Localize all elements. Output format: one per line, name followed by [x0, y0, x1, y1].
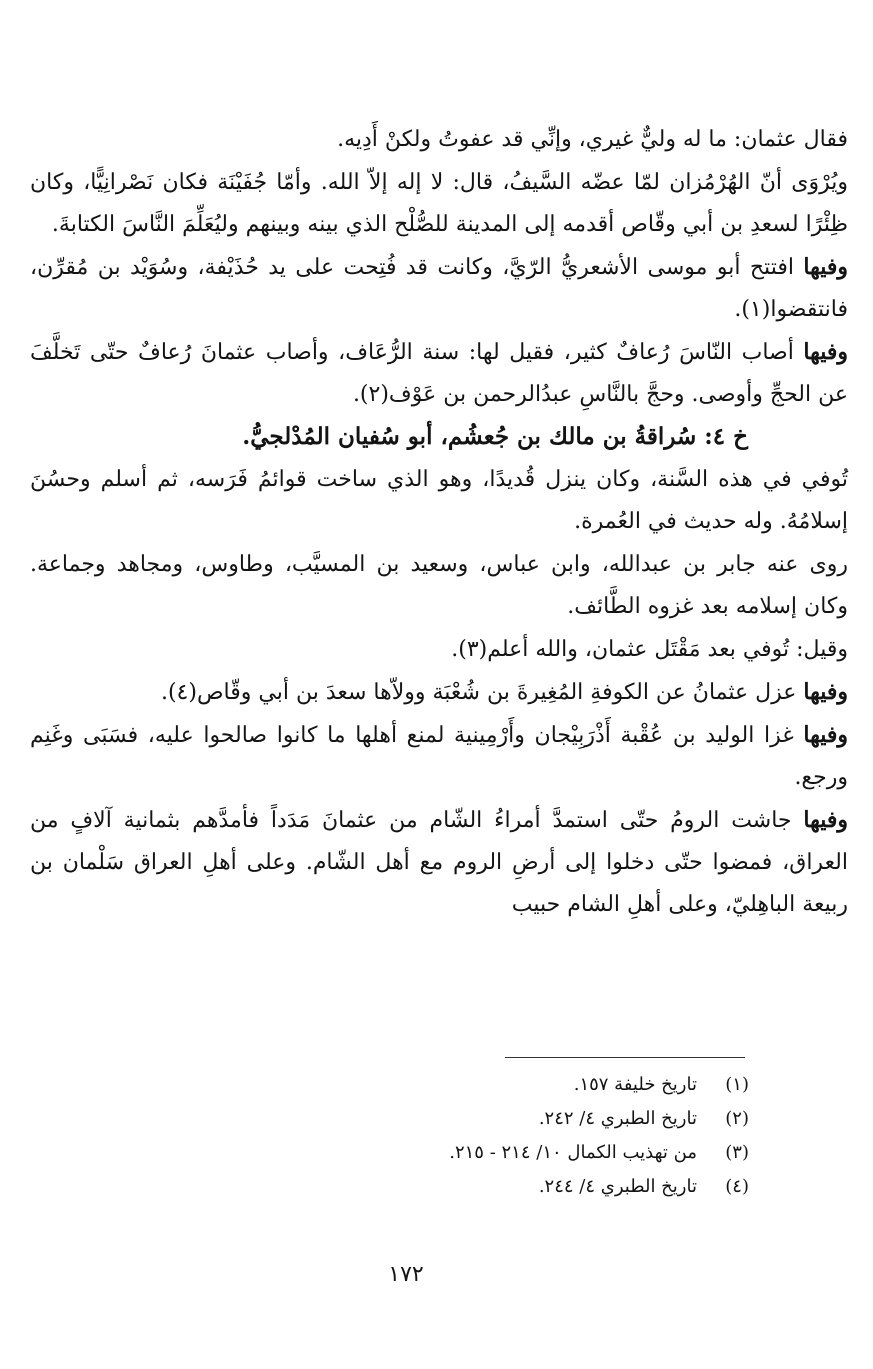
footnote-text: تاريخ الطبري ٤/ ٢٤٤.	[538, 1176, 697, 1197]
footnote-number: (٣)	[725, 1142, 749, 1163]
footnote	[229, 1102, 749, 1136]
paragraph-text: وقيل: تُوفي بعد مَقْتَل عثمان، والله أعلم(٣).	[451, 637, 848, 662]
paragraph	[30, 161, 848, 246]
footnote	[229, 1170, 749, 1204]
main-text	[30, 118, 848, 926]
paragraph-text: افتتح أبو موسى الأشعريُّ الرّيَّ، وكانت قد فُتِحت على يد حُذَيْفة، وسُوَيْد بن مُقرِّن، فانتقضوا(١).	[30, 255, 848, 322]
paragraph-lead: وفيها	[803, 339, 848, 365]
paragraph	[30, 118, 848, 161]
paragraph-text: فقال عثمان: ما له وليٌّ غيري، وإنِّي قد عفوتُ ولكنْ أَدِيه.	[337, 127, 848, 152]
footnote-number: (١)	[725, 1074, 749, 1095]
footnote-separator	[505, 1057, 745, 1058]
paragraph-lead: وفيها	[803, 722, 848, 748]
paragraph	[30, 458, 848, 543]
paragraph	[30, 246, 848, 331]
footnote	[229, 1136, 749, 1170]
footnote-text: تاريخ الطبري ٤/ ٢٤٢.	[538, 1108, 697, 1129]
paragraph-text: تُوفي في هذه السَّنة، وكان ينزل قُديدًا، وهو الذي ساخت قوائمُ فَرَسه، ثم أسلم وحسُنَ إسلامُهُ. وله حديث في العُمرة.	[30, 467, 848, 534]
paragraph-text: ويُرْوَى أنّ الهُرْمُزان لمّا عضّه السَّيفُ، قال: لا إله إلاّ الله. وأمّا جُفَيْنَة فكان نَصْرانِيًّا، وكان ظِئْرًا لسعدِ بن أبي وقّاص أقدمه إلى المدينة للصُّلْح الذي بينه وبينهم وليُعَلِّمَ النَّاسَ الكتابةَ.	[30, 170, 848, 237]
paragraph-lead: وفيها	[803, 807, 848, 833]
paragraph	[30, 671, 848, 714]
paragraph-text: أصاب النّاسَ رُعافٌ كثير، فقيل لها: سنة الرُّعَاف، وأصاب عثمانَ رُعافٌ حتّى تَخلَّفَ عن الحجِّ وأوصى. وحجَّ بالنَّاسِ عبدُالرحمن بن عَوْف(٢).	[30, 340, 848, 407]
section-heading: خ ٤: سُراقةُ بن مالك بن جُعشُم، أبو سُفيان المُدْلجيُّ.	[242, 423, 748, 450]
paragraph	[30, 543, 848, 628]
paragraph-lead: وفيها	[803, 679, 848, 705]
footnote-number: (٤)	[725, 1176, 749, 1197]
paragraph-text: عزل عثمانُ عن الكوفةِ المُغِيرةَ بن شُعْبَة وولاّها سعدَ بن أبي وقّاص(٤).	[160, 680, 804, 705]
footnote	[229, 1068, 749, 1102]
paragraph	[30, 714, 848, 799]
paragraph-text: جاشت الرومُ حتّى استمدَّ أمراءُ الشّام من عثمانَ مَدَداً فأمدَّهم بثمانية آلافٍ من العراق، فمضوا حتّى دخلوا إلى أرضِ الروم مع أهل الشّام. وعلى أهلِ العراق سَلْمان بن ربيعة الباهِليّ، وعلى أهلِ الشام حبيب	[30, 808, 849, 917]
paragraph-text: روى عنه جابر بن عبدالله، وابن عباس، وسعيد بن المسيَّب، وطاوس، ومجاهد وجماعة. وكان إسلامه بعد غزوه الطَّائف.	[30, 552, 848, 619]
paragraph-lead: وفيها	[803, 254, 848, 280]
page-number: ١٧٢	[388, 1262, 424, 1287]
paragraph	[30, 331, 848, 416]
paragraph	[30, 628, 848, 671]
footnote-text: تاريخ خليفة ١٥٧.	[573, 1074, 697, 1095]
footnote-text: من تهذيب الكمال ١٠/ ٢١٤ - ٢١٥.	[449, 1142, 697, 1163]
paragraph-text: غزا الوليد بن عُقْبة أَذْرَبِيْجان وأَرْمِينية لمنع أهلها ما كانوا صالحوا عليه، فسَبَى وغَنِم ورجع.	[30, 723, 848, 790]
footnote-number: (٢)	[725, 1108, 749, 1129]
paragraph	[30, 799, 848, 926]
footnotes	[229, 1068, 749, 1204]
